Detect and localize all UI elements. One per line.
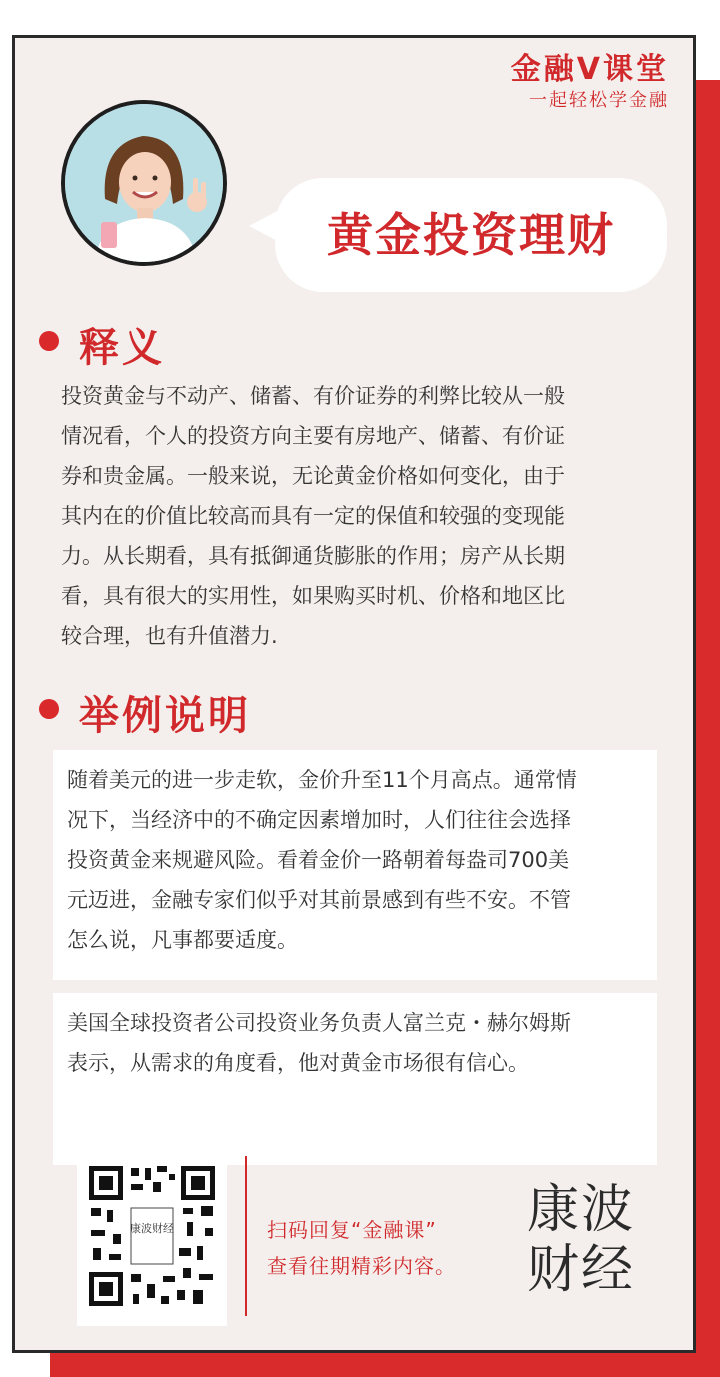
topic-title: 黄金投资理财 <box>327 208 615 262</box>
example-box-2 <box>53 993 657 1165</box>
promo-line-1: 扫码回复“金融课” <box>267 1218 437 1242</box>
definition-text <box>61 376 671 656</box>
logo-line-1: 康波 <box>527 1180 636 1240</box>
divider <box>245 1156 247 1316</box>
text-line: 力。从长期看，具有抵御通货膨胀的作用；房产从长期 <box>61 544 565 568</box>
avatar <box>61 100 227 266</box>
text-line: 况下，当经济中的不确定因素增加时，人们往往会选择 <box>67 808 571 832</box>
text-line: 投资黄金与不动产、储蓄、有价证券的利弊比较从一般 <box>61 384 565 408</box>
topic-bubble <box>275 178 667 292</box>
qr-logo-text: 康波财经 <box>130 1222 174 1235</box>
brand-logo <box>527 1180 647 1300</box>
text-line: 表示，从需求的角度看，他对黄金市场很有信心。 <box>67 1051 529 1075</box>
text-line: 券和贵金属。一般来说，无论黄金价格如何变化，由于 <box>61 464 565 488</box>
qr-code[interactable] <box>77 1148 227 1326</box>
example-box-1 <box>53 750 657 980</box>
qr-code-icon <box>77 1148 227 1326</box>
brand-subtitle: 一起轻松学金融 <box>529 90 669 111</box>
section-title-example: 举例说明 <box>79 693 251 739</box>
text-line: 较合理，也有升值潜力. <box>61 624 278 648</box>
section-title-definition: 释义 <box>79 325 165 371</box>
text-line: 看，具有很大的实用性，如果购买时机、价格和地区比 <box>61 584 565 608</box>
logo-line-2: 财经 <box>527 1240 636 1300</box>
promo-line-2: 查看往期精彩内容。 <box>267 1254 456 1278</box>
brand <box>511 52 669 114</box>
brand-title: 金融V课堂 <box>510 52 669 87</box>
text-line: 元迈进，金融专家们似乎对其前景感到有些不安。不管 <box>67 888 571 912</box>
text-line: 随着美元的进一步走软，金价升至11个月高点。通常情 <box>67 768 577 792</box>
section-bullet-icon <box>39 331 59 351</box>
text-line: 美国全球投资者公司投资业务负责人富兰克・赫尔姆斯 <box>67 1011 571 1035</box>
text-line: 其内在的价值比较高而具有一定的保值和较强的变现能 <box>61 504 565 528</box>
card <box>12 35 696 1353</box>
text-line: 情况看，个人的投资方向主要有房地产、储蓄、有价证 <box>61 424 565 448</box>
avatar-illustration <box>65 104 223 262</box>
promo-text <box>267 1212 456 1284</box>
section-bullet-icon <box>39 699 59 719</box>
text-line: 怎么说，凡事都要适度。 <box>67 928 298 952</box>
text-line: 投资黄金来规避风险。看着金价一路朝着每盎司700美 <box>67 848 570 872</box>
